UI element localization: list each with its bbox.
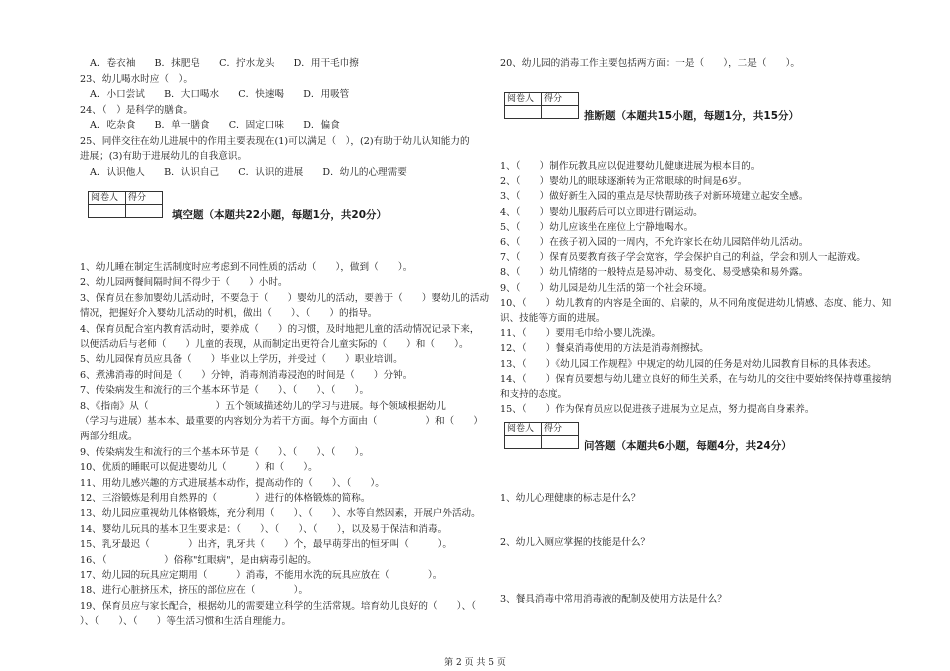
section-title-fill: 填空题（本题共22小题，每题1分，共20分） bbox=[172, 209, 388, 221]
text-line: 1、幼儿睡在制定生活制度时应考虑到不同性质的活动（ ），做到（ ）。 bbox=[80, 262, 413, 273]
score-cell bbox=[542, 436, 579, 449]
text-line: 13、幼儿园应重视幼儿体格锻炼，充分利用（ ）、（ ）、水等自然因素，开展户外活动。 bbox=[80, 508, 481, 520]
score-box-qa bbox=[504, 422, 579, 449]
qa-question: 1、幼儿心理健康的标志是什么？ bbox=[500, 493, 641, 504]
qa-question: 2、幼儿入厕应掌握的技能是什么？ bbox=[500, 537, 651, 548]
text-line: 14、（ ）保育员要想与幼儿建立良好的师生关系，在与幼儿的交往中要始终保持尊重接纳 bbox=[500, 373, 892, 385]
reviewer-label: 阅卷人 bbox=[505, 423, 542, 436]
text-line: 23、幼儿喝水时应（ ）。 bbox=[80, 73, 193, 85]
text-line: 5、（ ）幼儿应该坐在座位上宁静地喝水。 bbox=[500, 221, 694, 233]
text-line: 10、（ ）幼儿教育的内容是全面的、启蒙的，从不同角度促进幼儿情感、态度、能力、知 bbox=[500, 297, 892, 309]
text-line: 24、（ ）是科学的膳食。 bbox=[80, 104, 193, 116]
text-line: 3、保育员在参加婴幼儿活动时，不要急于（ ）婴幼儿的活动，要善于（ ）婴幼儿的活动 bbox=[80, 292, 490, 304]
text-line: 和支持的态度。 bbox=[500, 389, 568, 400]
score-label: 得分 bbox=[126, 192, 163, 205]
text-line: A．卷衣袖 B．抹肥皂 C．拧水龙头 D．用干毛巾擦 bbox=[90, 58, 359, 69]
text-line: A．认识他人 B．认识自己 C．认识的进展 D．幼儿的心理需要 bbox=[90, 166, 407, 178]
text-line: 15、乳牙最迟（ ）出齐，乳牙共（ ）个，最早萌芽出的恒牙叫（ ）。 bbox=[80, 539, 452, 551]
text-line: 11、用幼儿感兴趣的方式进展基本动作，提高动作的（ ）、（ ）。 bbox=[80, 477, 385, 489]
text-line: 11、（ ）要用毛巾给小婴儿洗澡。 bbox=[500, 328, 661, 340]
text-line: 25、同伴交往在幼儿进展中的作用主要表现在(1)可以满足（ ），(2)有助于幼儿认知能力的 bbox=[80, 135, 470, 147]
text-line: 7、传染病发生和流行的三个基本环节是（ ）、（ ）、（ ）。 bbox=[80, 385, 370, 397]
text-line: （学习与进展）基本本、最重要的内容划分为若干方面。每个方面由（ ）和（ ） bbox=[80, 416, 483, 427]
text-line: 19、保育员应与家长配合，根据幼儿的需要建立科学的生活常规。培育幼儿良好的（ ）、（ bbox=[80, 600, 476, 612]
text-line: 4、（ ）婴幼儿服药后可以立即进行剧运动。 bbox=[500, 206, 703, 218]
text-line: 6、（ ）在孩子初入园的一周内，不允许家长在幼儿园陪伴幼儿活动。 bbox=[500, 237, 809, 248]
reviewer-cell bbox=[505, 436, 542, 449]
reviewer-cell bbox=[89, 205, 126, 218]
score-box-judge bbox=[504, 92, 579, 119]
qa-question: 3、餐具消毒中常用消毒液的配制及使用方法是什么？ bbox=[500, 594, 727, 605]
text-line: 识、技能等方面的进展。 bbox=[500, 313, 606, 324]
text-line: 16、（ ）俗称"红眼病"，是由病毒引起的。 bbox=[80, 554, 317, 566]
text-line: 9、传染病发生和流行的三个基本环节是（ ）、（ ）、（ ）。 bbox=[80, 446, 370, 458]
score-box-fill bbox=[88, 191, 163, 218]
text-line: 10、优质的睡眠可以促进婴幼儿（ ）和（ ）。 bbox=[80, 462, 318, 474]
question-20: 20、幼儿园的消毒工作主要包括两方面：一是（ ），二是（ ）。 bbox=[500, 58, 801, 69]
score-label: 得分 bbox=[542, 423, 579, 436]
text-line: 12、（ ）餐桌消毒使用的方法是消毒剂擦拭。 bbox=[500, 343, 709, 355]
text-line: 17、幼儿园的玩具应定期用（ ）消毒，不能用水洗的玩具应放在（ ）。 bbox=[80, 570, 443, 581]
reviewer-cell bbox=[505, 106, 542, 119]
text-line: 情况，把握好介入婴幼儿活动的时机，做出（ ）、（ ）的指导。 bbox=[80, 308, 378, 320]
text-line: 14、婴幼儿玩具的基本卫生要求是：（ ）、（ ）、（ ），以及易于保洁和消毒。 bbox=[80, 523, 448, 535]
text-line: 1、（ ）制作玩教具应以促进婴幼儿健康进展为根本目的。 bbox=[500, 161, 761, 172]
reviewer-label: 阅卷人 bbox=[89, 192, 126, 205]
text-line: 6、煮沸消毒的时间是（ ）分钟，消毒剂消毒浸泡的时间是（ ）分钟。 bbox=[80, 369, 413, 381]
text-line: ）、（ ）、（ ）等生活习惯和生活自理能力。 bbox=[80, 616, 292, 628]
text-line: 8、（ ）幼儿情绪的一般特点是易冲动、易变化、易受感染和易外露。 bbox=[500, 267, 809, 279]
section-title-qa: 问答题（本题共6小题，每题4分，共24分） bbox=[584, 440, 792, 452]
text-line: 5、幼儿园保育员应具备（ ）毕业以上学历，并受过（ ）职业培训。 bbox=[80, 354, 403, 366]
text-line: 18、进行心脏挤压术，挤压的部位应在（ ）。 bbox=[80, 585, 309, 597]
text-line: 8、《指南》从（ ）五个领域描述幼儿的学习与进展。每个领域根据幼儿 bbox=[80, 400, 446, 412]
text-line: 3、（ ）做好新生入园的重点是尽快帮助孩子对新环境建立起安全感。 bbox=[500, 191, 809, 203]
score-label: 得分 bbox=[542, 93, 579, 106]
text-line: 13、（ ）《幼儿园工作规程》中规定的幼儿园的任务是对幼儿园教育目标的具体表述。 bbox=[500, 358, 877, 370]
text-line: A．小口尝试 B．大口喝水 C．快速喝 D．用吸管 bbox=[90, 89, 350, 100]
text-line: A．吃杂食 B．单一膳食 C．固定口味 D．偏食 bbox=[90, 120, 340, 131]
text-line: 2、（ ）婴幼儿的眼球逐渐转为正常眼球的时间是6岁。 bbox=[500, 176, 748, 188]
page-footer: 第 2 页 共 5 页 bbox=[444, 658, 506, 668]
text-line: 15、（ ）作为保育员应以促进孩子进展为立足点，努力提高自身素养。 bbox=[500, 404, 815, 416]
text-line: 2、幼儿园两餐间隔时间不得少于（ ）小时。 bbox=[80, 277, 288, 289]
text-line: 两部分组成。 bbox=[80, 431, 138, 443]
section-title-judge: 推断题（本题共15小题，每题1分，共15分） bbox=[584, 110, 800, 122]
text-line: 9、（ ）幼儿园是幼儿生活的第一个社会环境。 bbox=[500, 282, 713, 294]
text-line: 以便活动后与老师（ ）儿童的表现，从而制定出更符合儿童实际的（ ）和（ ）。 bbox=[80, 339, 469, 350]
score-cell bbox=[542, 106, 579, 119]
text-line: 7、（ ）保育员要教育孩子学会宽容，学会保护自己的利益，学会和别人一起游戏。 bbox=[500, 252, 866, 264]
text-line: 进展；(3)有助于进展幼儿的自我意识。 bbox=[80, 151, 248, 162]
text-line: 4、保育员配合室内教育活动时，要养成（ ）的习惯，及时地把儿童的活动情况记录下来， bbox=[80, 323, 480, 335]
text-line: 12、三浴锻炼是利用自然界的（ ）进行的体格锻炼的简称。 bbox=[80, 493, 371, 504]
reviewer-label: 阅卷人 bbox=[505, 93, 542, 106]
score-cell bbox=[126, 205, 163, 218]
